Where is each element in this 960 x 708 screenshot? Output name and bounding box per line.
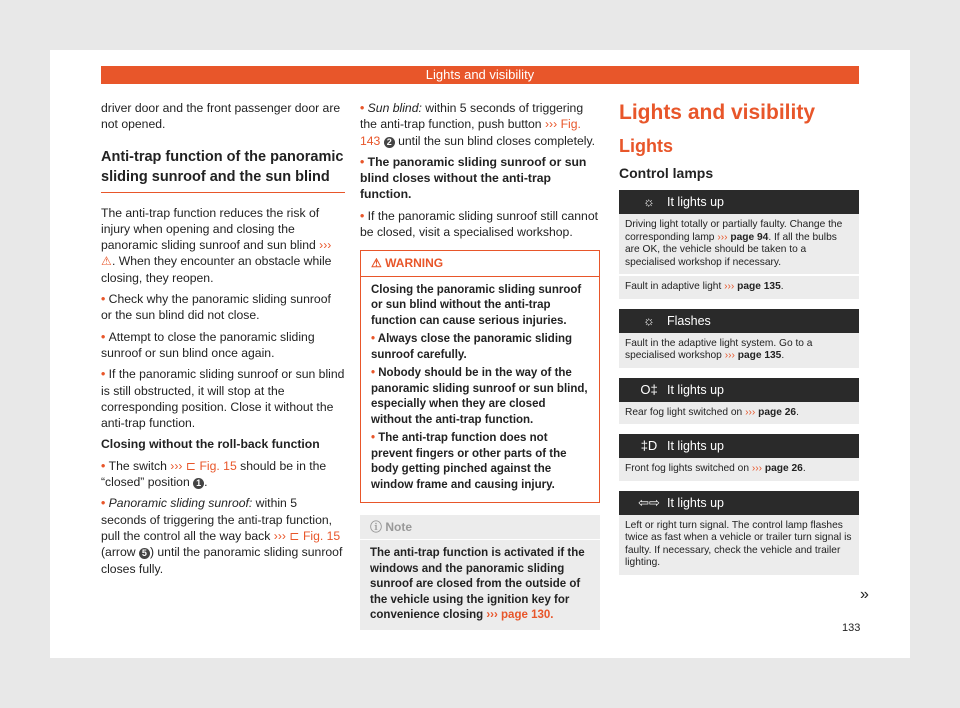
warning-icon: ⚠ (101, 254, 112, 269)
control-lamp-card: ☼ It lights up Driving light totally or partially faulty. Change the corresponding lamp ››› page 94. If all the bulbs are OK, the vehicle should be taken to a specialised workshop if necessary. Fault in adaptive light ››› page 135. (619, 190, 859, 299)
column-left (101, 100, 345, 582)
info-icon: ⓘ (370, 520, 383, 535)
warning-header: ⚠ WARNING (361, 251, 599, 276)
callout-number: 1 (193, 478, 204, 489)
control-lamp-card: ⇦⇨ It lights up Left or right turn signal. The control lamp flashes twice as fast when a vehicle or trailer turn signal is faulty. If necessary, check the vehicle and trailer lighting. (619, 491, 859, 575)
page-link[interactable]: page 94 (730, 231, 769, 243)
bullet-item: • Attempt to close the panoramic sliding sunroof or sun blind once again. (101, 329, 345, 362)
warning-body (361, 277, 599, 503)
bullet-item: • If the panoramic sliding sunroof still cannot be closed, visit a specialised workshop. (360, 208, 600, 241)
warning-item: • Nobody should be in the way of the panoramic sliding sunroof or sun blind, especially when they are closed without the anti-trap function. (371, 366, 589, 428)
figure-link[interactable]: Fig. 15 (199, 458, 237, 473)
figure-icon: ⊏ (289, 528, 300, 543)
light-icon: ☼ (643, 312, 655, 328)
bullet-item: • Check why the panoramic sliding sunroof or the sun blind did not close. (101, 291, 345, 324)
light-icon: ☼ (643, 194, 655, 209)
bullet-item: • Panoramic sliding sunroof: within 5 seconds of triggering the anti-trap function, pull the control all the way back ››› ⊏ Fig. 15 (arrow 5 ) until the panoramic sliding sunroof closes fully. (101, 495, 345, 576)
figure-link[interactable]: Fig. 143 (360, 117, 581, 148)
turn-signal-icon: ⇦⇨ (638, 494, 660, 510)
subsection-title: Control lamps (619, 165, 714, 181)
intro-text: driver door and the front passenger door are not opened. (101, 101, 341, 132)
anti-trap-paragraph: The anti-trap function reduces the risk of injury when opening and closing the panoramic sliding sunroof and sun blind ››› ⚠. When they encounter an obstacle while closing, they reopen. (101, 205, 332, 285)
continue-arrow: » (860, 586, 869, 603)
bullet-item: • Sun blind: within 5 seconds of triggering the anti-trap function, push button ››› Fig. 143 2 until the sun blind closes completely. (360, 100, 600, 149)
page-link[interactable]: page 130. (501, 609, 554, 622)
callout-number: 2 (384, 137, 395, 148)
page-link[interactable]: page 26 (764, 463, 803, 474)
column-middle (360, 100, 600, 630)
page-link[interactable]: page 135 (737, 281, 781, 292)
control-lamp-card: O‡ It lights up Rear fog light switched on ››› page 26. (619, 378, 859, 425)
callout-number: 5 (139, 548, 150, 559)
section-title-lights: Lights (619, 136, 673, 156)
bullet-item: • The panoramic sliding sunroof or sun blind closes without the anti-trap function. (360, 154, 600, 203)
page-header: Lights and visibility (101, 66, 859, 84)
chapter-title: Lights and visibility (619, 101, 816, 124)
page-link[interactable]: page 135 (737, 350, 782, 361)
note-box (360, 515, 600, 630)
bullet-item: • The switch ››› ⊏ Fig. 15 should be in the “closed” position 1 . (101, 458, 345, 491)
note-body: The anti-trap function is activated if the windows and the panoramic sliding sunroof are closed from the outside of the vehicle using the ignition key for convenience closing ››› page 130. (370, 547, 585, 622)
column-right (619, 100, 859, 585)
warning-box (360, 250, 600, 503)
section-title: Anti-trap function of the panoramic sliding sunroof and the sun blind (101, 147, 345, 193)
warning-icon: ⚠ (371, 256, 382, 271)
figure-icon: ⊏ (185, 458, 197, 473)
subheading: Closing without the roll-back function (101, 437, 320, 452)
front-fog-light-icon: ‡D (640, 438, 658, 453)
figure-link[interactable]: Fig. 15 (302, 528, 341, 543)
page-link[interactable]: page 26 (758, 406, 797, 418)
control-lamp-card: ‡D It lights up Front fog lights switched on ››› page 26. (619, 434, 859, 481)
page-number: 133 (842, 622, 861, 634)
warning-item: • The anti-trap function does not prevent fingers or other parts of the body getting pinched against the window frame and causing injury. (371, 431, 589, 493)
warning-intro: Closing the panoramic sliding sunroof or sun blind without the anti-trap function can cause serious injuries. (371, 283, 582, 327)
note-header: ⓘ Note (360, 515, 600, 540)
bullet-item: • If the panoramic sliding sunroof or sun blind is still obstructed, it will stop at the corresponding position. Close it without the anti-trap function. (101, 366, 345, 431)
rear-fog-light-icon: O‡ (640, 381, 658, 397)
control-lamp-card: ☼ Flashes Fault in the adaptive light system. Go to a specialised workshop ››› page 135. (619, 309, 859, 368)
warning-item: • Always close the panoramic sliding sunroof carefully. (371, 332, 589, 363)
